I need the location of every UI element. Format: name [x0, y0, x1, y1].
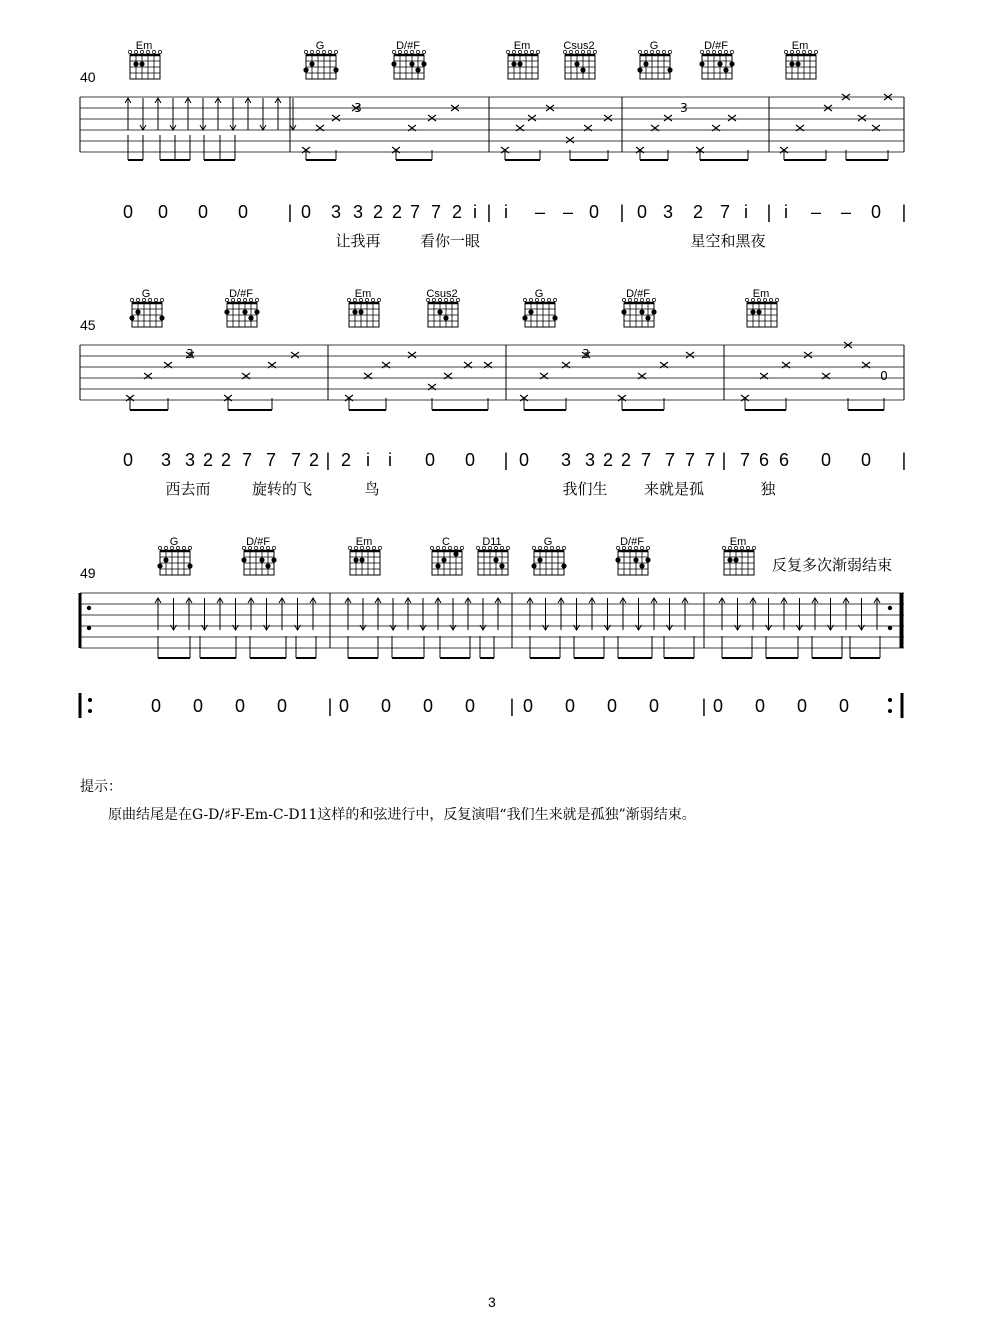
jianpu-note: 0	[870, 202, 882, 222]
jianpu-note: 6	[778, 450, 790, 470]
barline: |	[901, 202, 907, 222]
jianpu-note: 0	[712, 696, 724, 716]
jianpu-note: 0	[300, 202, 312, 222]
chord-diagram	[722, 536, 755, 575]
chord-name: G	[649, 40, 659, 52]
chord-diagram	[784, 40, 817, 79]
jianpu-note: 0	[648, 696, 660, 716]
jianpu-note: 7	[640, 450, 652, 470]
chord-diagram	[476, 536, 509, 575]
tab-x-mark	[408, 352, 416, 358]
jianpu-note: 0	[234, 696, 246, 716]
jianpu-note: i	[784, 202, 788, 222]
chord-diagram	[699, 40, 734, 79]
jianpu-note: 0	[838, 696, 850, 716]
jianpu-note: 0	[237, 202, 249, 222]
jianpu-note: 2	[202, 450, 214, 470]
chord-name: Em	[135, 40, 153, 52]
chord-diagram	[348, 536, 381, 575]
jianpu-note: i	[388, 450, 392, 470]
tab-fret-mark: 3	[582, 347, 590, 361]
jianpu-note: 0	[636, 202, 648, 222]
chord-name: Em	[729, 536, 747, 548]
chord-diagram	[531, 536, 566, 575]
chord-name: Em	[791, 40, 809, 52]
page-number: 3	[488, 1294, 496, 1310]
barline: |	[721, 450, 727, 470]
tab-x-mark	[291, 352, 299, 358]
system-number: 49	[80, 565, 96, 581]
jianpu-note: –	[840, 202, 852, 222]
chord-diagram	[745, 288, 778, 327]
barline: |	[486, 202, 492, 222]
jianpu-note: 0	[522, 696, 534, 716]
chord-name: D11	[482, 536, 502, 548]
jianpu-note: 6	[758, 450, 770, 470]
system-number: 45	[80, 317, 96, 333]
chord-name: D/#F	[704, 40, 728, 52]
chord-name: G	[534, 288, 544, 300]
chord-diagram	[563, 40, 596, 79]
barline: |	[327, 696, 333, 716]
chord-name: D/#F	[620, 536, 644, 548]
tab-x-mark	[858, 115, 866, 121]
barline: |	[509, 696, 515, 716]
chord-name: D/#F	[229, 288, 253, 300]
jianpu-note: 3	[184, 450, 196, 470]
jianpu-note: i	[473, 202, 477, 222]
chord-diagram	[522, 288, 557, 327]
jianpu-note: 2	[308, 450, 320, 470]
jianpu-note: 0	[606, 696, 618, 716]
chord-diagram	[430, 536, 463, 575]
tab-fret-mark: 3	[186, 347, 194, 361]
barline: |	[287, 202, 293, 222]
jianpu-note: 3	[330, 202, 342, 222]
tab-x-mark	[604, 115, 612, 121]
jianpu-note: 2	[451, 202, 463, 222]
chord-diagram	[224, 288, 259, 327]
hint-label: 提示：	[80, 779, 122, 795]
jianpu-note: 2	[692, 202, 704, 222]
tab-x-mark	[428, 115, 436, 121]
jianpu-note: 7	[265, 450, 277, 470]
jianpu-note: 0	[820, 450, 832, 470]
jianpu-note: 2	[220, 450, 232, 470]
chord-diagram	[615, 536, 650, 575]
jianpu-note: 2	[391, 202, 403, 222]
barline: |	[503, 450, 509, 470]
jianpu-note: 0	[192, 696, 204, 716]
jianpu-note: 7	[430, 202, 442, 222]
jianpu-note: 2	[620, 450, 632, 470]
barline: |	[619, 202, 625, 222]
chord-name: D/#F	[246, 536, 270, 548]
barline: |	[325, 450, 331, 470]
repeat-dot	[87, 606, 91, 610]
chord-diagram	[426, 288, 459, 327]
chord-name: D/#F	[396, 40, 420, 52]
tab-fret-mark: 3	[354, 101, 362, 115]
tab-staff-1	[80, 94, 904, 160]
jianpu-note: 0	[122, 450, 134, 470]
hint-body: 原曲结尾是在G-D/♯F-Em-C-D11这样的和弦进行中，反复演唱“我们生来就是孤独”渐弱结束。	[108, 807, 696, 823]
jianpu-note: 0	[754, 696, 766, 716]
tab-x-mark	[528, 115, 536, 121]
jianpu-note: –	[562, 202, 574, 222]
jianpu-note: 0	[422, 696, 434, 716]
chord-name: G	[315, 40, 325, 52]
jianpu-note: i	[744, 202, 748, 222]
chord-name: G	[543, 536, 553, 548]
jianpu-note: 0	[588, 202, 600, 222]
jianpu-note: 3	[584, 450, 596, 470]
chord-diagram	[506, 40, 539, 79]
lyric-line: 旋转的飞	[251, 480, 313, 498]
repeat-dot	[888, 626, 892, 630]
tab-x-mark	[332, 115, 340, 121]
chord-name: C	[442, 536, 450, 548]
chord-name: Csus2	[426, 288, 458, 300]
lyric-line: 来就是孤	[643, 480, 705, 498]
jianpu-note: 7	[290, 450, 302, 470]
tab-x-mark	[664, 115, 672, 121]
chord-diagram	[157, 536, 192, 575]
jianpu-note: 0	[157, 202, 169, 222]
jianpu-note: 0	[464, 696, 476, 716]
lyric-line: 让我再	[335, 232, 381, 250]
tab-fret-mark: 3	[680, 101, 688, 115]
chord-diagram	[347, 288, 380, 327]
jianpu-note: 0	[464, 450, 476, 470]
jianpu-note: 7	[684, 450, 696, 470]
chord-name: Em	[513, 40, 531, 52]
jianpu-note: –	[810, 202, 822, 222]
chord-name: G	[141, 288, 151, 300]
lyric-line: 西去而	[165, 480, 211, 498]
jianpu-note: 2	[372, 202, 384, 222]
tab-x-mark	[566, 137, 574, 143]
jianpu-note: 0	[338, 696, 350, 716]
tab-x-mark	[804, 352, 812, 358]
repeat-dot	[87, 626, 91, 630]
jianpu-note: 0	[197, 202, 209, 222]
jianpu-note: 7	[664, 450, 676, 470]
jianpu-note: 7	[719, 202, 731, 222]
lyric-line: 看你一眼	[419, 232, 481, 250]
chord-diagram	[128, 40, 161, 79]
barline: |	[701, 696, 707, 716]
chord-diagram	[241, 536, 276, 575]
jianpu-note: 7	[704, 450, 716, 470]
jianpu-note: i	[366, 450, 370, 470]
chord-name: D/#F	[626, 288, 650, 300]
barline: |	[901, 450, 907, 470]
jianpu-note: 3	[560, 450, 572, 470]
jianpu-note: 0	[564, 696, 576, 716]
chord-name: Em	[354, 288, 372, 300]
jianpu-note: 0	[380, 696, 392, 716]
lyric-line: 鸟	[364, 480, 380, 498]
jianpu-note: 0	[518, 450, 530, 470]
chord-diagram	[621, 288, 656, 327]
jianpu-note: 3	[662, 202, 674, 222]
tab-staff-3	[80, 593, 904, 658]
system-number: 40	[80, 69, 96, 85]
chord-name: G	[169, 536, 179, 548]
barline: |	[766, 202, 772, 222]
lyric-line: 星空和黑夜	[690, 232, 766, 250]
lyric-line: 独	[760, 480, 776, 498]
jianpu-note: 3	[160, 450, 172, 470]
jianpu-note: 3	[352, 202, 364, 222]
jianpu-note: 0	[150, 696, 162, 716]
jianpu-note: 0	[860, 450, 872, 470]
jianpu-note: 7	[409, 202, 421, 222]
tab-x-mark	[728, 115, 736, 121]
jianpu-note: 2	[340, 450, 352, 470]
tab-x-mark	[686, 352, 694, 358]
jianpu-note: 7	[241, 450, 253, 470]
repeat-instruction: 反复多次渐弱结束	[771, 556, 893, 574]
repeat-dot	[888, 606, 892, 610]
jianpu-note: 7	[739, 450, 751, 470]
tab-fret-mark: 0	[880, 369, 888, 383]
jianpu-note: 2	[602, 450, 614, 470]
chord-diagram	[637, 40, 672, 79]
chord-diagram	[129, 288, 164, 327]
chord-name: Csus2	[563, 40, 595, 52]
jianpu-note: –	[534, 202, 546, 222]
jianpu-note: 0	[276, 696, 288, 716]
jianpu-note: 0	[122, 202, 134, 222]
chord-diagram	[303, 40, 338, 79]
chord-diagram	[391, 40, 426, 79]
jianpu-note: 0	[796, 696, 808, 716]
lyric-line: 我们生	[562, 480, 608, 498]
jianpu-note: i	[504, 202, 508, 222]
chord-name: Em	[752, 288, 770, 300]
tab-staff-2	[80, 342, 904, 410]
jianpu-note: 0	[424, 450, 436, 470]
chord-name: Em	[355, 536, 373, 548]
